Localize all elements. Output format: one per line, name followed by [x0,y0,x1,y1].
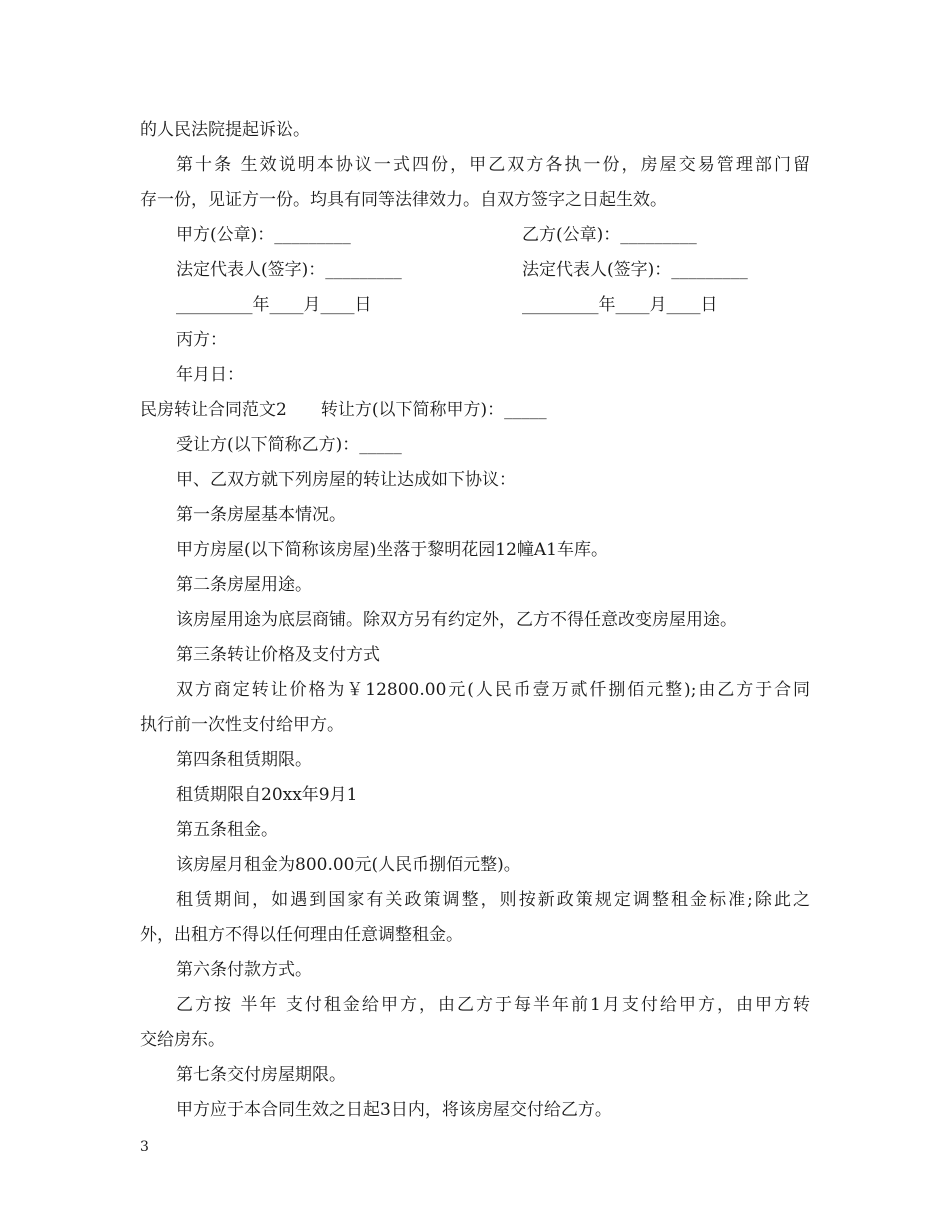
party-a-seal: 甲方(公章)：_________ [176,225,351,245]
text-line: 甲、乙双方就下列房屋的转让达成如下协议： [176,470,516,490]
article-heading: 第二条房屋用途。 [176,575,312,595]
article-10: 第十条 生效说明本协议一式四份，甲乙双方各执一份，房屋交易管理部门留 [176,155,810,175]
party-b-date: _________年____月____日 [522,295,718,315]
article-heading: 第五条租金。 [176,820,278,840]
section-heading [140,393,547,427]
section-title: 民房转让合同范文2 [140,400,287,420]
page-number: 3 [140,1139,149,1155]
article-heading: 第六条付款方式。 [176,960,312,980]
party-a-date: _________年____月____日 [176,295,372,315]
text-line: 执行前一次性支付给甲方。 [140,715,344,735]
text-line: 乙方按 半年 支付租金给甲方，由乙方于每半年前1月支付给甲方，由甲方转 [176,995,810,1015]
party-c: 丙方： [176,330,227,350]
transferor-line: 转让方(以下简称甲方)：_____ [320,400,547,420]
article-heading: 第四条租赁期限。 [176,750,312,770]
party-a-representative: 法定代表人(签字)：_________ [176,260,402,280]
text-line: 外，出租方不得以任何理由任意调整租金。 [140,925,463,945]
text-line: 存一份，见证方一份。均具有同等法律效力。自双方签字之日起生效。 [140,190,667,210]
article-heading: 第三条转让价格及支付方式 [176,645,380,665]
text-line: 租赁期限自20xx年9月1 [176,785,358,805]
text-line: 的人民法院提起诉讼。 [140,120,310,140]
party-b-seal: 乙方(公章)：_________ [522,225,697,245]
text-line: 该房屋月租金为800.00元(人民币捌佰元整)。 [176,855,521,875]
transferee-line: 受让方(以下简称乙方)：_____ [176,435,402,455]
text-line: 双方商定转让价格为￥12800.00元(人民币壹万贰仟捌佰元整);由乙方于合同 [176,680,810,700]
article-heading: 第一条房屋基本情况。 [176,505,346,525]
text-line: 甲方房屋(以下简称该房屋)坐落于黎明花园12幢A1车库。 [176,540,608,560]
text-line: 该房屋用途为底层商铺。除双方另有约定外，乙方不得任意改变房屋用途。 [176,610,737,630]
party-b-representative: 法定代表人(签字)：_________ [522,260,748,280]
article-heading: 第七条交付房屋期限。 [176,1065,346,1085]
date-line: 年月日： [176,365,244,385]
text-line: 甲方应于本合同生效之日起3日内，将该房屋交付给乙方。 [176,1100,612,1120]
text-line: 租赁期间，如遇到国家有关政策调整，则按新政策规定调整租金标准;除此之 [176,890,810,910]
text-line: 交给房东。 [140,1030,225,1050]
